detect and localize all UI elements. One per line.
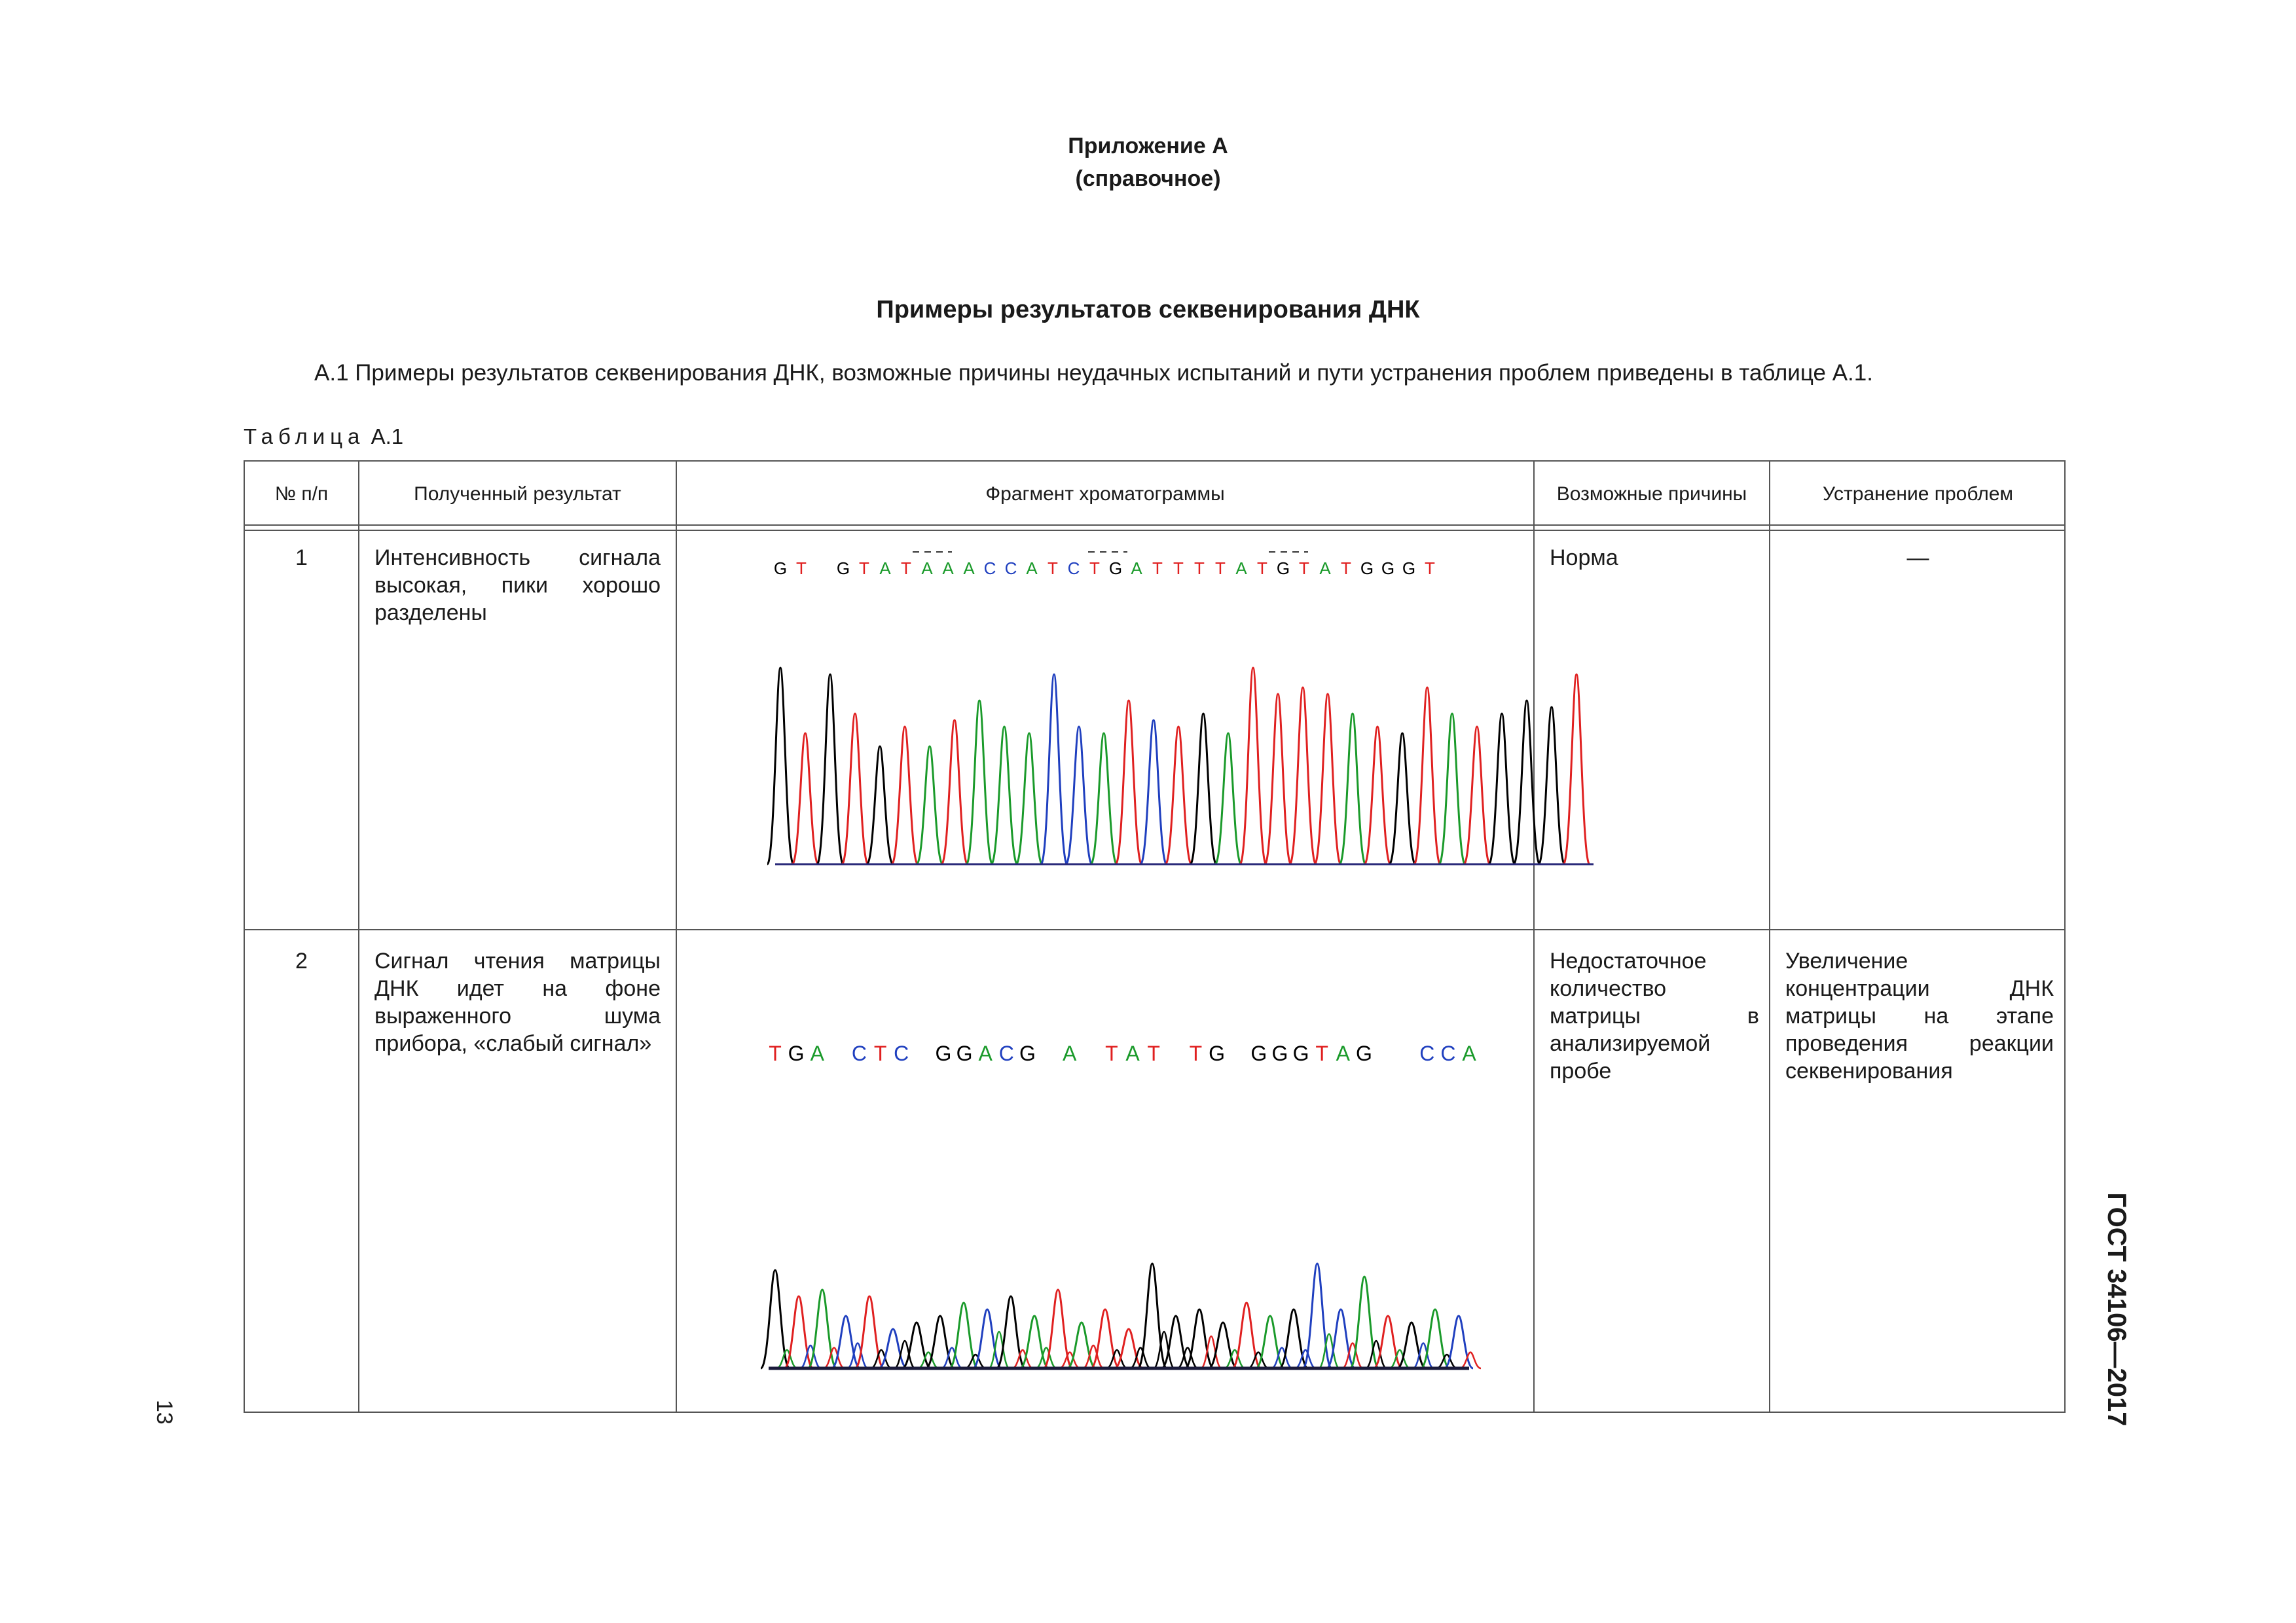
- trace-peak: [1389, 733, 1415, 864]
- base-call: A: [942, 558, 954, 578]
- trace-peak: [1041, 674, 1067, 864]
- trace-peak: [1364, 727, 1391, 864]
- trace-peak: [1421, 1309, 1449, 1368]
- base-call: A: [963, 558, 975, 578]
- base-call: T: [1089, 558, 1100, 578]
- base-call: G: [935, 1042, 952, 1065]
- trace-peak: [1290, 687, 1316, 864]
- base-call: T: [1341, 558, 1351, 578]
- base-call: A: [1462, 1042, 1476, 1065]
- row-2-result: Сигнал чтения матрицы ДНК идет на фоне выраженного шума прибора, «слабый сигнал»: [374, 949, 661, 1056]
- base-call: C: [1440, 1042, 1456, 1065]
- trace-peak: [831, 1316, 860, 1368]
- trace-peak: [1067, 1322, 1096, 1368]
- base-call: T: [901, 558, 911, 578]
- base-call: G: [1276, 558, 1290, 578]
- base-call: C: [1067, 558, 1080, 578]
- base-call: G: [836, 558, 850, 578]
- intro-paragraph: А.1 Примеры результатов секвенирования ДНК, возможные причины неудачных испытаний и пути устранения проблем приведены в таблице А.1.: [314, 360, 1873, 386]
- base-call: G: [1250, 1042, 1267, 1065]
- header-number: № п/п: [274, 483, 329, 505]
- trace-peak: [1232, 1303, 1261, 1368]
- trace-peak: [1350, 1277, 1379, 1368]
- trace-peak: [1020, 1316, 1049, 1368]
- base-call: A: [879, 558, 891, 578]
- base-call: G: [773, 558, 788, 578]
- trace-peak: [1489, 714, 1515, 864]
- column-divider: [676, 462, 677, 1412]
- base-call: G: [1360, 558, 1374, 578]
- section-title: Примеры результатов секвенирования ДНК: [876, 296, 1420, 323]
- appendix-title: Приложение А: [1068, 134, 1228, 158]
- trace-peak: [1091, 733, 1117, 864]
- header-divider: [245, 530, 2064, 531]
- trace-peak: [1514, 701, 1540, 864]
- trace-peak: [1240, 668, 1266, 864]
- base-call: T: [1425, 558, 1435, 578]
- table-caption-number: А.1: [371, 424, 404, 448]
- trace-peak: [817, 674, 843, 864]
- appendix-subtitle: (справочное): [1075, 166, 1221, 191]
- column-divider: [1769, 462, 1770, 1412]
- trace-peak: [1439, 714, 1465, 864]
- base-call: T: [769, 1042, 782, 1065]
- trace-peak: [1190, 714, 1216, 864]
- base-call: T: [1152, 558, 1163, 578]
- base-call: C: [894, 1042, 909, 1065]
- base-call: T: [859, 558, 869, 578]
- base-call: T: [796, 558, 807, 578]
- base-call: A: [1125, 1042, 1140, 1065]
- trace-peak: [1066, 727, 1092, 864]
- trace-peak: [1138, 1264, 1167, 1368]
- trace-peak: [1016, 733, 1042, 864]
- base-call: G: [1209, 1042, 1225, 1065]
- trace-peak: [996, 1296, 1025, 1368]
- trace-peak: [917, 746, 943, 864]
- trace-peak: [966, 701, 993, 864]
- chromatogram-row-1: [703, 534, 1508, 926]
- trace-peak: [808, 1290, 837, 1368]
- trace-peak: [892, 727, 918, 864]
- base-call: G: [1292, 1042, 1309, 1065]
- trace-peak: [949, 1303, 978, 1368]
- page-number: 13: [152, 1400, 177, 1425]
- base-call: G: [1402, 558, 1416, 578]
- trace-peak: [842, 714, 868, 864]
- trace-peak: [1140, 720, 1167, 864]
- base-call: C: [983, 558, 996, 578]
- base-call: T: [873, 1042, 887, 1065]
- base-call: T: [1048, 558, 1058, 578]
- table-caption: [244, 424, 403, 449]
- trace-peak: [1414, 687, 1440, 864]
- header-result: Полученный результат: [414, 483, 621, 505]
- trace-peak: [991, 727, 1017, 864]
- table-caption-word: Таблица: [244, 424, 365, 448]
- base-call: T: [1105, 1042, 1118, 1065]
- column-divider: [358, 462, 359, 1412]
- trace-peak: [1165, 727, 1192, 864]
- base-call: A: [1319, 558, 1331, 578]
- column-divider: [1533, 462, 1535, 1412]
- base-call: G: [1271, 1042, 1288, 1065]
- row-2-causes: Недостаточное количество матрицы в анализируемой пробе: [1550, 949, 1759, 1084]
- trace-peak: [1044, 1290, 1072, 1368]
- trace-peak: [767, 668, 793, 864]
- row-1-number: 1: [295, 545, 308, 570]
- base-call: C: [851, 1042, 867, 1065]
- base-call: A: [1235, 558, 1247, 578]
- trace-peak: [941, 720, 968, 864]
- base-call: G: [1355, 1042, 1372, 1065]
- base-call: C: [1419, 1042, 1435, 1065]
- base-call: G: [1381, 558, 1395, 578]
- trace-peak: [855, 1296, 884, 1368]
- trace-peak: [1256, 1316, 1285, 1368]
- header-chromatogram: Фрагмент хроматограммы: [985, 483, 1225, 505]
- trace-peak: [1339, 714, 1366, 864]
- trace-peak: [1279, 1309, 1308, 1368]
- base-call: T: [1257, 558, 1267, 578]
- base-call: T: [1215, 558, 1226, 578]
- trace-peak: [1444, 1316, 1473, 1368]
- row-1-causes: Норма: [1550, 545, 1618, 570]
- trace-peak: [867, 746, 893, 864]
- trace-peak: [1209, 1322, 1237, 1368]
- base-call: A: [921, 558, 933, 578]
- base-call: T: [1315, 1042, 1328, 1065]
- trace-peak: [1215, 733, 1241, 864]
- base-call: A: [1063, 1042, 1077, 1065]
- trace-peak: [792, 733, 818, 864]
- row-1-result: Интенсивность сигнала высокая, пики хорошо разделены: [374, 545, 661, 625]
- base-call: G: [956, 1042, 973, 1065]
- trace-peak: [926, 1316, 955, 1368]
- base-call: T: [1194, 558, 1205, 578]
- trace-peak: [1563, 674, 1590, 864]
- base-call: A: [1336, 1042, 1350, 1065]
- trace-peak: [784, 1296, 813, 1368]
- trace-peak: [1265, 694, 1291, 864]
- base-call: G: [788, 1042, 805, 1065]
- header-causes: Возможные причины: [1556, 483, 1747, 505]
- header-solution: Устранение проблем: [1822, 483, 2014, 505]
- trace-peak: [1315, 694, 1341, 864]
- base-call: C: [998, 1042, 1014, 1065]
- trace-peak: [1464, 727, 1490, 864]
- base-call: T: [1299, 558, 1309, 578]
- trace-peak: [1303, 1264, 1332, 1368]
- base-call: G: [1108, 558, 1123, 578]
- base-call: T: [1173, 558, 1184, 578]
- row-divider: [245, 929, 2064, 930]
- row-2-solution: Увеличение концентрации ДНК матрицы на этапе проведения реакции секвенирования: [1785, 949, 2054, 1084]
- base-call: A: [810, 1042, 824, 1065]
- chromatogram-row-2: [703, 933, 1508, 1404]
- row-1-solution: —: [1906, 545, 1929, 570]
- base-call: G: [1019, 1042, 1036, 1065]
- standard-code: ГОСТ 34106—2017: [2102, 1192, 2131, 1427]
- base-call: A: [1131, 558, 1142, 578]
- base-call: T: [1147, 1042, 1160, 1065]
- trace-peak: [1091, 1309, 1120, 1368]
- base-call: A: [978, 1042, 993, 1065]
- trace-peak: [1116, 701, 1142, 864]
- appendix-heading: [0, 130, 2296, 195]
- row-2-number: 2: [295, 949, 308, 974]
- base-call: A: [1026, 558, 1038, 578]
- trace-peak: [1539, 707, 1565, 864]
- trace-peak: [1161, 1316, 1190, 1368]
- trace-peak: [879, 1329, 907, 1368]
- base-call: C: [1004, 558, 1017, 578]
- base-call: T: [1189, 1042, 1203, 1065]
- results-table: [244, 460, 2066, 1413]
